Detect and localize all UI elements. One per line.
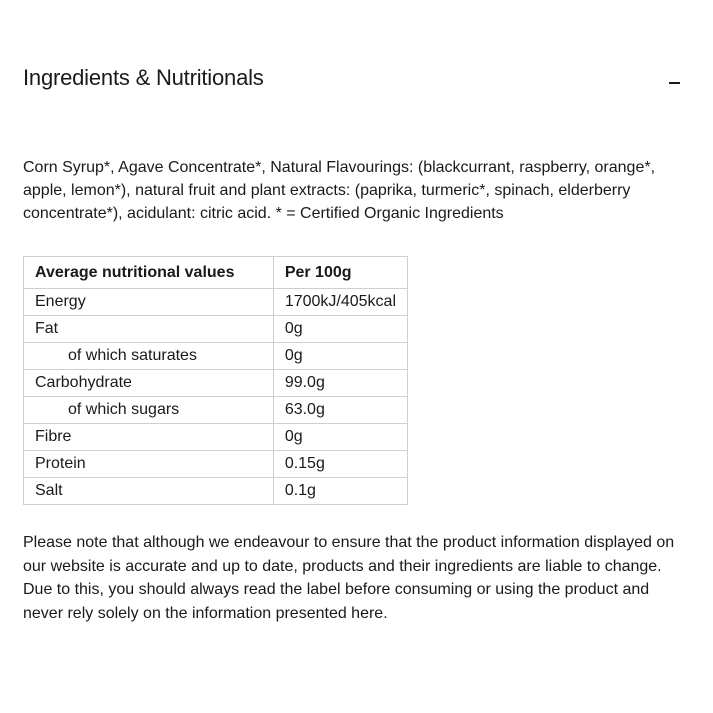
nutrient-name: of which saturates [24, 343, 274, 370]
nutrient-value: 99.0g [273, 370, 407, 397]
table-row [24, 316, 408, 343]
section-header[interactable] [23, 62, 683, 96]
table-row [24, 397, 408, 424]
table-row [24, 451, 408, 478]
column-header-nutrient: Average nutritional values [24, 257, 274, 289]
nutrient-value: 0.15g [273, 451, 407, 478]
minus-icon[interactable] [667, 62, 683, 94]
table-row [24, 343, 408, 370]
nutrient-value: 63.0g [273, 397, 407, 424]
nutrient-value: 1700kJ/405kcal [273, 289, 407, 316]
nutrient-name: Fibre [24, 424, 274, 451]
nutrient-name: Carbohydrate [24, 370, 274, 397]
nutrient-name: Protein [24, 451, 274, 478]
nutrient-name: Energy [24, 289, 274, 316]
nutrition-table [23, 256, 408, 505]
table-row [24, 478, 408, 505]
column-header-per-100g: Per 100g [273, 257, 407, 289]
ingredients-text: Corn Syrup*, Agave Concentrate*, Natural Flavourings: (blackcurrant, raspberry, orange*, apple, lemon*), natural fruit and plant extracts: (paprika, turmeric*, spinach, elderberry concentrate*), acidulant: citric acid. * = Certified Organic Ingredients [23, 159, 656, 222]
table-header-row [24, 257, 408, 289]
nutrient-value: 0g [273, 316, 407, 343]
table-row [24, 424, 408, 451]
disclaimer-text: Please note that although we endeavour to ensure that the product information displayed on our website is accurate and up to date, products and their ingredients are liable to change. Due to this, you should always read the label before consuming or using the product and never rely solely on the information presented here. [23, 534, 675, 622]
nutrient-value: 0g [273, 343, 407, 370]
nutrient-value: 0g [273, 424, 407, 451]
nutrient-name: Fat [24, 316, 274, 343]
table-row [24, 370, 408, 397]
nutrient-value: 0.1g [273, 478, 407, 505]
table-row [24, 289, 408, 316]
nutrient-name: Salt [24, 478, 274, 505]
section-title: Ingredients & Nutritionals [23, 65, 264, 90]
nutrient-name: of which sugars [24, 397, 274, 424]
